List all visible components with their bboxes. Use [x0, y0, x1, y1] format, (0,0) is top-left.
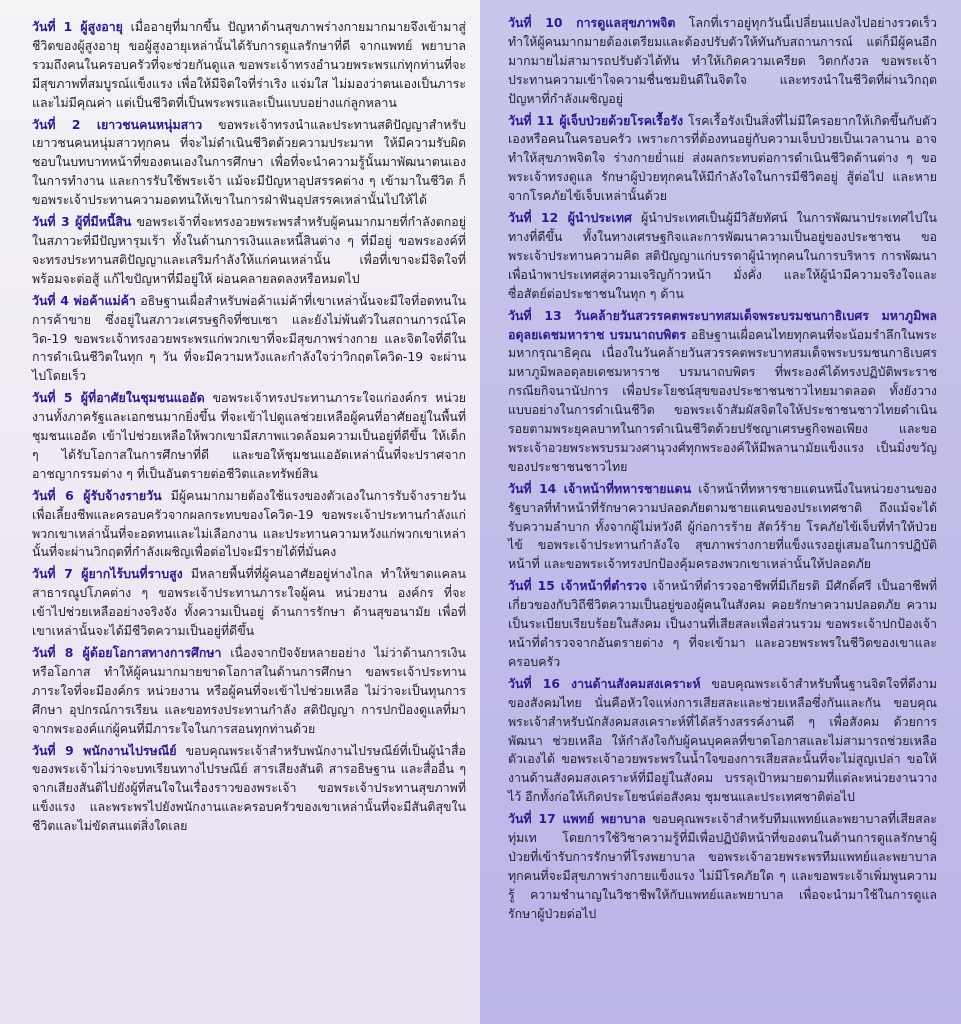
entry-text: ขอบคุณพระเจ้าสำหรับทีมแพทย์และพยาบาลที่เสียสละทุ่มเท โดยการใช้วิชาความรู้ที่มีเพื่อปฏิบัติหน้าที่ของตนในด้านการดูแลรักษาผู้ป่วยที่เข้ารับการรักษาที่โรงพยาบาล ขอพระเจ้าอวยพระพรทีมแพทย์และพยาบาลทุกคนที่จะมีสุขภาพร่างกายแข็งแรง ไม่มีโรคภัยใด ๆ และขอพระเจ้าเพิ่มพูนความรู้ ความชำนาญในวิชาชีพให้กับแพทย์และพยาบาล เพื่อจะนำมาใช้ในการดูแลรักษาผู้ป่วยต่อไป [508, 811, 937, 921]
entry-text: มีผู้คนมากมายต้องใช้แรงของตัวเองในการรับจ้างรายวันเพื่อเลี้ยงชีพและครอบครัวจากผลกระทบของโควิด-19 ขอพระเจ้าประทานกำลังแก่พวกเขาเหล่านั้นที่จะอดทนและไม่เลือกงาน และประทานความหวังแก่พวกเขาเหล่านั้นที่จะผ่านวิกฤตที่กำลังเผชิญเพื่อต่อไปจะมีรายได้ที่มั่นคง [32, 487, 466, 560]
entry-title: วันที่ 9 พนักงานไปรษณีย์ [32, 742, 177, 758]
left-column [0, 0, 480, 1024]
entry-text: โลกที่เราอยู่ทุกวันนี้เปลี่ยนแปลงไปอย่างรวดเร็ว ทำให้ผู้คนมากมายต้องเตรียมและต้องปรับตัวให้ทันกับสถานการณ์ แต่ก็มีผู้คนอีกมากมายไม่สามารถปรับตัวได้ทัน ทำให้เกิดความเครียด วิตกกังวล ขอพระเจ้าประทานความเข้าใจความชื่นชมยินดีในจิตใจ และทรงนำในชีวิตที่ผ่านวิกฤตปัญหาที่กำลังเผชิญอยู่ [508, 15, 937, 106]
prayer-entry-day-8 [32, 644, 466, 739]
entry-title: วันที่ 12 ผู้นำประเทศ [508, 210, 632, 226]
entry-text: มีหลายพื้นที่ที่ผู้คนอาศัยอยู่ห่างไกล ทำให้ขาดแคลนสาธารณูปโภคต่าง ๆ ขอพระเจ้าประทานภาระใจผู้คน หน่วยงาน องค์กร ที่จะเข้าไปช่วยเหลืออย่างจริงจัง ทั้งความเป็นอยู่ ด้านการรักษา ด้านสุขอนามัย เพื่อที่เขาเหล่านั้นจะได้มีชีวิตความเป็นอยู่ที่ดีขึ้น [32, 566, 466, 639]
entry-text: โรคเรื้อรังเป็นสิ่งที่ไม่มีใครอยากให้เกิดขึ้นกับตัวเองหรือคนในครอบครัว เพราะการที่ต้องทนอยู่กับความเจ็บป่วยเป็นเวลานาน อาจทำให้สุขภาพจิตใจ ร่างกายย่ำแย่ ส่งผลกระทบต่อการดำเนินชีวิตด้านต่าง ๆ ขอพระเจ้าทรงดูแล รักษาผู้ป่วยทุกคนให้มีกำลังใจในการมีชีวิตอยู่ สู้ต่อไป และหายจากโรคภัยไข้เจ็บเหล่านั้นด้วย [508, 112, 937, 204]
prayer-entry-day-5 [32, 389, 466, 484]
prayer-entry-day-15 [508, 577, 937, 672]
prayer-entry-day-17 [508, 810, 937, 923]
entry-text: เจ้าหน้าที่ตำรวจอาชีพที่มีเกียรติ มีศักดิ์ศรี เป็นอาชีพที่เกี่ยวของกับวิถีชีวิตความเป็นอยู่ของผู้คนในสังคม คอยรักษาความปลอดภัย ความเป็นระเบียบเรียบร้อยในสังคม เป็นงานที่เสียสละเพื่อส่วนรวม ขอพระเจ้าปกป้องเจ้าหน้าที่ตำรวจจากอันตรายต่าง ๆ ที่จะเข้ามา และอวยพระพรในชีวิตของเขาและครอบครัว [508, 578, 937, 669]
entry-title: วันที่ 10 การดูแลสุขภาพจิต [508, 15, 676, 30]
entry-title: วันที่ 16 งานด้านสังคมสงเคราะห์ [508, 675, 701, 691]
prayer-entry-day-10 [508, 14, 937, 109]
entry-text: ขอพระเจ้าที่จะทรงอวยพระพรสำหรับผู้คนมากมายที่กำลังตกอยู่ในสภาวะที่มีปัญหารุมเร้า ทั้งในด้านการเงินและหนี้สินต่าง ๆ ที่มีอยู่ ขอพระองค์ที่จะทรงประทานสติปัญญาและเสริมกำลังให้แก่คนเหล่านั้น เพื่อที่เขาจะมีจิตใจที่พร้อมจะต่อสู้ แก้ไขปัญหาที่มีอยู่ให้ ผ่อนคลายลดลงหรือหมดไป [32, 214, 466, 286]
entry-text: ขอพระเจ้าทรงประทานภาระใจแก่องค์กร หน่วยงานทั้งภาครัฐและเอกชนมากยิ่งขึ้น ที่จะเข้าไปดูแลช่วยเหลือผู้คนที่อาศัยอยู่ในพื้นที่ชุมชนแออัด เข้าไปช่วยเหลือให้พวกเขามีสภาพแวดล้อมความเป็นอยู่ที่ดีขึ้น ให้เด็ก ๆ ได้รับโอกาสในการศึกษาที่ดี และขอให้ชุมชนแออัดเหล่านั้นที่จะปราศจากอาชญากรรมต่าง ๆ ที่เป็นอันตรายต่อชีวิตและทรัพย์สิน [32, 390, 466, 481]
entry-title: วันที่ 1 ผู้สูงอายุ [32, 19, 123, 34]
entry-text: ขอบคุณพระเจ้าสำหรับพนักงานไปรษณีย์ที่เป็นผู้นำสื่อของพระเจ้าไม่ว่าจะบทเรียนทางไปรษณีย์ สารเสียงสันติ สารอธิษฐาน และสื่ออื่น ๆ จากเสียงสันติไปยังผู้ที่สนใจในเรื่องราวของพระเจ้า ขอพระเจ้าประทานสุขภาพที่แข็งแรง และพระพรไปยังพนักงานและครอบครัวของเขาเหล่านั้นที่จะมีสันติสุขในชีวิตและไม่ขัดสนแต่สิ่งใดเลย [32, 742, 466, 834]
entry-title: วันที่ 15 เจ้าหน้าที่ตำรวจ [508, 578, 648, 594]
prayer-entry-day-4 [32, 292, 466, 387]
entry-title: วันที่ 3 ผู้ที่มีหนี้สิน [32, 214, 132, 230]
prayer-entry-day-3 [32, 213, 466, 289]
prayer-entry-day-2 [32, 116, 466, 211]
prayer-entry-day-12 [508, 209, 937, 304]
entry-text: ขอพระเจ้าทรงนำและประทานสติปัญญาสำหรับเยาวชนคนหนุ่มสาวทุกคน ที่จะไม่ดำเนินชีวิตด้วยความประมาท ให้มีความรับผิดชอบในบทบาทหน้าที่ของตนเองในการศึกษา เพื่อที่จะนำความรู้นั้นมาพัฒนาตนเองในการทำงาน และการรับใช้พระเจ้า แม้จะมีปัญหาอุปสรรคต่าง ๆ เข้ามาในชีวิต ก็ขอพระเจ้าประทานความอดทนให้เขาในการฝ่าฟันอุปสรรคเหล่านั้นไปให้ได้ [32, 116, 466, 208]
entry-title: วันที่ 11 ผู้เจ็บป่วยด้วยโรคเรื้อรัง [508, 112, 684, 128]
prayer-entry-day-13 [508, 307, 937, 477]
entry-title: วันที่ 14 เจ้าหน้าที่ทหารชายแดน [508, 480, 692, 496]
prayer-entry-day-7 [32, 565, 466, 641]
entry-text: เจ้าหน้าที่ทหารชายแดนหนึ่งในหน่วยงานของรัฐบาลที่ทำหน้าที่รักษาความปลอดภัยตามชายแดนของประเทศชาติ ถึงแม้จะได้รับความลำบาก ทั้งจากผู้ไม่หวังดี ผู้ก่อการร้าย สัตว์ร้าย โรคภัยไข้เจ็บที่ทำให้ป่วยไข้ ขอพระเจ้าประทานกำลังใจ สุขภาพร่างกายที่แข็งแรงอยู่เสมอในการปฏิบัติหน้าที่ และขอพระเจ้าทรงปกป้องคุ้มครองพวกเขาเหล่านั้นให้ปลอดภัย [508, 480, 937, 572]
entry-text: เมื่ออายุที่มากขึ้น ปัญหาด้านสุขภาพร่างกายมากมายจึงเข้ามาสู่ชีวิตของผู้สูงอายุ ขอผู้สูงอายุเหล่านั้นได้รับการดูแลรักษาที่ดี จากแพทย์ พยาบาล รวมถึงคนในครอบครัวที่จะช่วยกันดูแล ขอพระเจ้าทรงอำนวยพระพรแก่ทุกท่านที่จะมีสุขภาพที่สมบูรณ์แข็งแรง เพื่อให้มีจิตใจที่ร่าเริง แจ่มใส ไม่มองว่าตนเองเป็นภาระและไม่มีคุณค่า แต่เป็นชีวิตที่เป็นพระพรและเป็นแบบอย่างแก่ลูกหลาน [32, 19, 466, 110]
entry-title: วันที่ 13 วันคล้ายวันสวรรคตพระบาทสมเด็จพระบรมชนกาธิเบศร มหาภูมิพลอดุลยเดชมหาราช บรมนาถบพิตร [508, 307, 937, 342]
prayer-entry-day-11 [508, 112, 937, 207]
prayer-entry-day-1 [32, 18, 466, 113]
prayer-entry-day-9 [32, 742, 466, 837]
prayer-entry-day-6 [32, 487, 466, 563]
entry-title: วันที่ 5 ผู้ที่อาศัยในชุมชนแออัด [32, 390, 205, 406]
entry-title: วันที่ 4 พ่อค้าแม่ค้า [32, 292, 136, 308]
prayer-entry-day-16 [508, 675, 937, 807]
entry-title: วันที่ 2 เยาวชนคนหนุ่มสาว [32, 116, 203, 132]
prayer-entry-day-14 [508, 480, 937, 575]
entry-title: วันที่ 7 ผู้ยากไร้บนที่ราบสูง [32, 566, 183, 582]
entry-title: วันที่ 8 ผู้ด้อยโอกาสทางการศึกษา [32, 645, 222, 660]
right-column [480, 0, 961, 1024]
entry-title: วันที่ 6 ผู้รับจ้างรายวัน [32, 487, 162, 503]
entry-text: อธิษฐานเผื่อสำหรับพ่อค้าแม่ค้าที่เขาเหล่านั้นจะมีใจที่อดทนในการค้าขาย ซึ่งอยู่ในสภาวะเศรษฐกิจที่ซบเซา และยังไม่พ้นตัวในสถานการณ์โควิด-19 ขอพระเจ้าทรงอวยพระพรแก่พวกเขาที่จะมีสุขภาพร่างกาย และจิตใจที่ดีในการดำเนินชีวิตในทุก ๆ วัน ที่จะมีความหวังและกำลังใจว่าวิกฤตโควิด-19 จะผ่านไปโดยเร็ว [32, 292, 466, 384]
entry-text: อธิษฐานเผื่อคนไทยทุกคนที่จะน้อมรำลึกในพระมหากรุณาธิคุณ เนื่องในวันคล้ายวันสวรรคตพระบาทสมเด็จพระบรมชนกาธิเบศร มหาภูมิพลอดุลยเดชมหาราช บรมนาถบพิตร ที่พระองค์ได้ทรงปฏิบัติพระราชกรณียกิจนานัปการ เพื่อประโยชน์สุขของประชาชนชาวไทยมาตลอด ทั้งยังวางแบบอย่างในการดำเนินชีวิต ขอพระเจ้าสัมผัสจิตใจให้ประชาชนชาวไทยดำเนินรอยตามพระยุคลบาทในการดำเนินชีวิตด้วยปรัชญาเศรษฐกิจพอเพียง และขอพระเจ้าอวยพระพรบรมวงศานุวงศ์ทุกพระองค์ให้มีพลานามัยแข็งแรง เป็นมิ่งขวัญของประชาชนชาวไทย [508, 326, 937, 474]
entry-text: เนื่องจากปัจจัยหลายอย่าง ไม่ว่าด้านการเงิน หรือโอกาส ทำให้ผู้คนมากมายขาดโอกาสในด้านการศึกษา ขอพระเจ้าประทานภาระใจที่จะมีองค์กร หน่วยงาน หรือผู้คนที่จะเข้าไปช่วยเหลือ ไม่ว่าจะเป็นทุนการศึกษา อุปกรณ์การเรียน และขอทรงประทานกำลัง สติปัญญา การปกป้องดูแลที่มาจากพระองค์แก่ผู้คนที่มีภาระใจในการสอนทุกท่านด้วย [32, 645, 466, 736]
entry-title: วันที่ 17 แพทย์ พยาบาล [508, 811, 646, 827]
entry-text: ผู้นำประเทศเป็นผู้มีวิสัยทัศน์ ในการพัฒนาประเทศไปในทางที่ดีขึ้น ทั้งในทางเศรษฐกิจและการพัฒนาความเป็นอยู่ของประชาชน ขอพระเจ้าประทานความคิด สติปัญญาแก่บรรดาผู้นำทุกคนในการบริหาร การพัฒนา เพื่อนำพาประเทศสู่ความเจริญก้าวหน้า มั่งคั่ง และให้ผู้นำมีความจริงใจและซื่อสัตย์ต่อประชาชนในทุก ๆ ด้าน [508, 210, 937, 301]
entry-text: ขอบคุณพระเจ้าสำหรับพื้นฐานจิตใจที่ดีงามของสังคมไทย นั่นคือหัวใจแห่งการเสียสละและช่วยเหลือซึ่งกันและกัน ขอบคุณพระเจ้าสำหรับนักสังคมสงเคราะห์ที่ได้สร้างสรรค์งานดี ๆ เพื่อสังคม ด้วยการพัฒนา ช่วยเหลือ ให้กำลังใจกับผู้คนบุคคลที่ขาดโอกาสและไม่สามารถช่วยเหลือตัวเองได้ ขอพระเจ้าอวยพระพรในน้ำใจของการเสียสละนั้นที่จะไม่สูญเปล่า ขอให้งานด้านสังคมสงเคราะห์ที่มีอยู่ในสังคม บรรลุเป้าหมายตามที่แต่ละหน่วยงานวางไว้ อีกทั้งก่อให้เกิดประโยชน์ต่อสังคม ชุมชนและประเทศชาติต่อไป [508, 675, 937, 805]
